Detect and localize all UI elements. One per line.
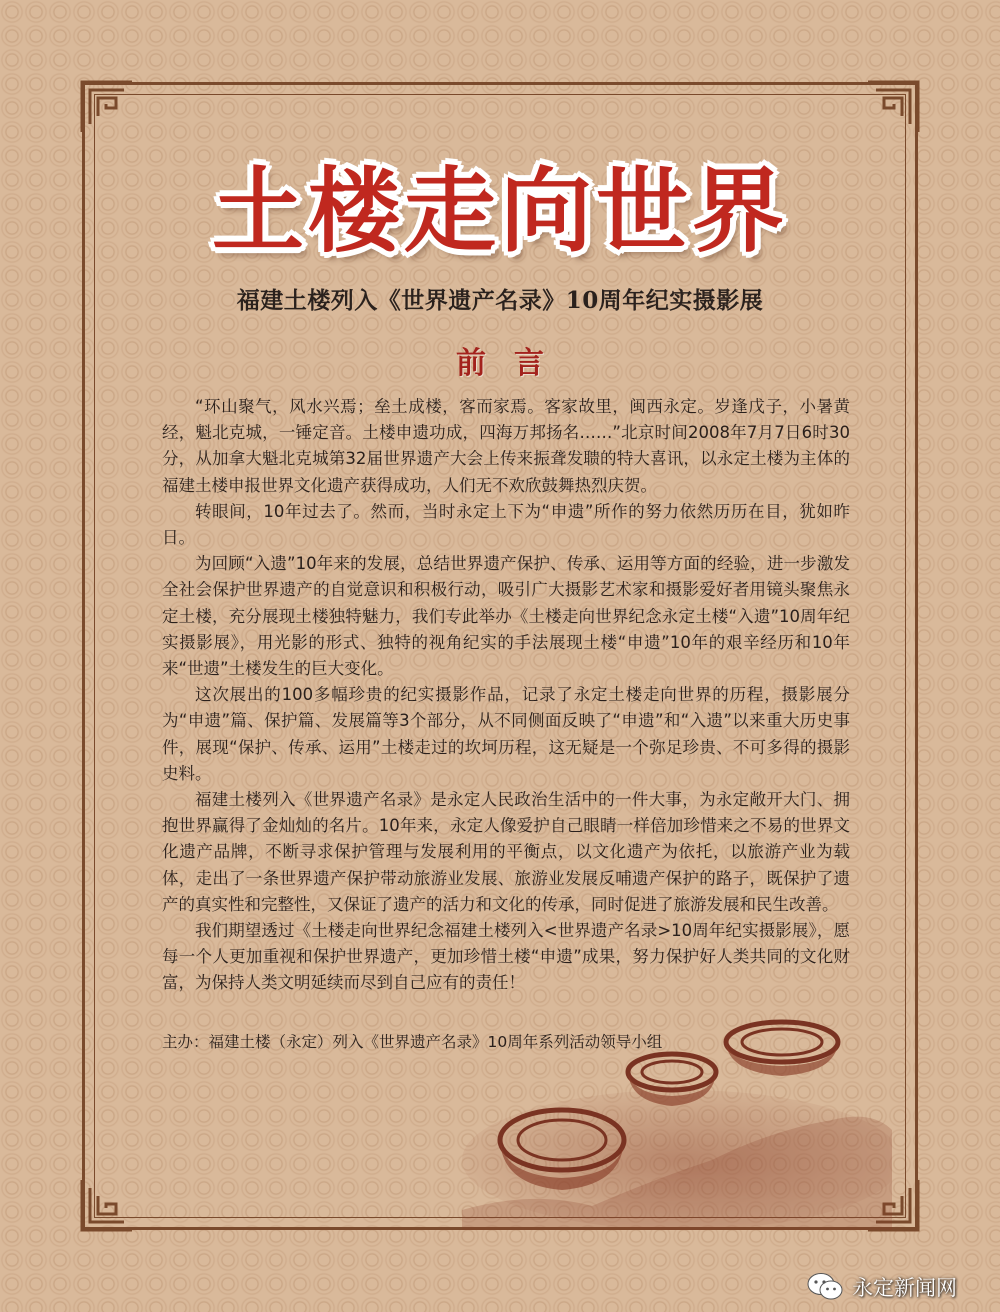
paragraph: 为回顾“入遗”10年来的发展，总结世界遗产保护、传承、运用等方面的经验，进一步激发全社会保护世界遗产的自觉意识和积极行动，吸引广大摄影艺术家和摄影爱好者用镜头聚焦永定土楼，充分展现土楼独特魅力，我们专此举办《土楼走向世界纪念永定土楼“入遗”10周年纪实摄影展》，用光影的形式、独特的视角纪实的手法展现土楼“申遗”10年的艰辛经历和10年来“世遗”土楼发生的巨大变化。 bbox=[162, 554, 850, 679]
paragraph: 我们期望透过《土楼走向世界纪念福建土楼列入<世界遗产名录>10周年纪实摄影展》，愿每一个人更加重视和保护世界遗产，更加珍惜土楼“申遗”成果，努力保护好人类共同的文化财富，为保持人类文明延续而尽到自己应有的责任！ bbox=[162, 921, 850, 993]
organizer-credit: 主办：福建土楼（永定）列入《世界遗产名录》10周年系列活动领导小组 bbox=[162, 1033, 663, 1051]
paragraph: 这次展出的100多幅珍贵的纪实摄影作品，记录了永定土楼走向世界的历程，摄影展分为“申遗”篇、保护篇、发展篇等3个部分，从不同侧面反映了“申遗”和“入遗”以来重大历史事件，展现“保护、传承、运用”土楼走过的坎坷历程，这无疑是一个弥足珍贵、不可多得的摄影史料。 bbox=[162, 685, 850, 783]
watermark-text: 永定新闻网 bbox=[852, 1276, 957, 1300]
preface-heading: 前言 bbox=[456, 346, 572, 381]
paragraph: “环山聚气，风水兴焉；垒土成楼，客而家焉。客家故里，闽西永定。岁逢戊子，小暑黄经，魁北克城，一锤定音。土楼申遗功成，四海万邦扬名……”北京时间2008年7月7日6时30分，从加拿大魁北克城第32届世界遗产大会上传来振聋发聩的特大喜讯，以永定土楼为主体的福建土楼申报世界文化遗产获得成功，人们无不欢欣鼓舞热烈庆贺。 bbox=[162, 397, 850, 495]
paragraph: 福建土楼列入《世界遗产名录》是永定人民政治生活中的一件大事，为永定敞开大门、拥抱世界赢得了金灿灿的名片。10年来，永定人像爱护自己眼睛一样倍加珍惜来之不易的世界文化遗产品牌，不断寻求保护管理与发展利用的平衡点，以文化遗产为依托，以旅游产业为载体，走出了一条世界遗产保护带动旅游业发展、旅游业发展反哺遗产保护的路子，既保护了遗产的真实性和完整性，又保证了遗产的活力和文化的传承，同时促进了旅游发展和民生改善。 bbox=[162, 790, 850, 914]
source-watermark bbox=[806, 1272, 957, 1302]
corner-ornament-bottom-left bbox=[78, 1176, 136, 1234]
paragraph: 转眼间，10年过去了。然而，当时永定上下为“申遗”所作的努力依然历历在目，犹如昨日。 bbox=[162, 501, 850, 548]
corner-ornament-top-left bbox=[78, 78, 136, 136]
poster-subtitle: 福建土楼列入《世界遗产名录》10周年纪实摄影展 bbox=[236, 287, 764, 314]
corner-ornament-top-right bbox=[864, 78, 922, 136]
poster-title: 土楼走向世界 bbox=[211, 158, 788, 265]
preface-body bbox=[162, 394, 850, 997]
wechat-icon bbox=[806, 1272, 844, 1302]
